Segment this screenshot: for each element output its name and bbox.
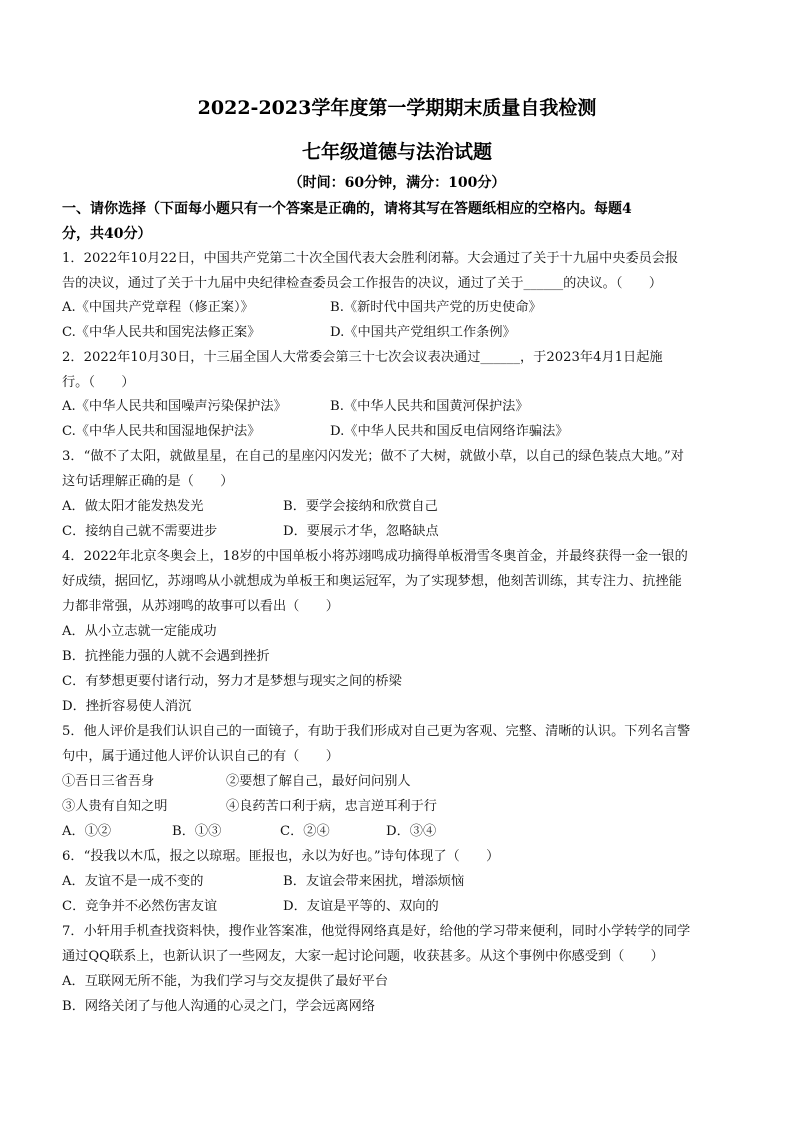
exam-title: 2022-2023学年度第一学期期末质量自我检测 — [197, 97, 597, 119]
question-3-option-c: C．接纳自己就不需要进步 — [62, 524, 218, 539]
exam-subtitle: 七年级道德与法治试题 — [301, 141, 492, 163]
question-5-text: 5．他人评价是我们认识自己的一面镜子，有助于我们形成对自己更为客观、完整、清晰的认识。下列名言警 — [62, 724, 691, 739]
question-7-text-cont: 通过QQ联系上，也新认识了一些网友，大家一起讨论问题，收获甚多。从这个事例中你感受到（ ） — [62, 949, 664, 964]
section-heading-cont: 分，共40分） — [62, 226, 152, 242]
question-2-option-a: A.《中华人民共和国噪声污染保护法》 — [62, 399, 287, 414]
question-4-text: 4．2022年北京冬奥会上，18岁的中国单板小将苏翊鸣成功摘得单板滑雪冬奥首金，并最终获得一金一银的 — [62, 549, 688, 564]
question-5-option-a: A．①② — [62, 824, 112, 839]
question-4-option-d: D．挫折容易使人消沉 — [62, 699, 192, 714]
question-1-option-b: B.《新时代中国共产党的历史使命》 — [330, 300, 542, 315]
question-5-option-b: B．①③ — [172, 824, 222, 839]
question-7-option-b: B．网络关闭了与他人沟通的心灵之门，学会远离网络 — [62, 999, 376, 1014]
question-5-statement-4: ④良药苦口利于病，忠言逆耳利于行 — [226, 799, 437, 814]
question-2-text-cont: 行。（ ） — [62, 375, 135, 390]
question-6-option-b: B．友谊会带来困扰，增添烦恼 — [283, 874, 465, 889]
section-heading: 一、请你选择（下面每小题只有一个答案是正确的，请将其写在答题纸相应的空格内。每题4 — [62, 201, 632, 217]
question-6-option-a: A．友谊不是一成不变的 — [62, 874, 204, 889]
question-3-option-a: A．做太阳才能发热发光 — [62, 499, 204, 514]
question-4-text-cont: 好成绩，据回忆，苏翊鸣从小就想成为单板王和奥运冠军，为了实现梦想，他刻苦训练，其专注力、抗挫能 — [62, 574, 682, 589]
question-4-option-a: A．从小立志就一定能成功 — [62, 624, 217, 639]
question-5-option-c: C．②④ — [280, 824, 330, 839]
question-2-text: 2．2022年10月30日，十三届全国人大常委会第三十七次会议表决通过______，于2023年4月1日起施 — [62, 350, 663, 365]
question-4-option-c: C．有梦想更要付诸行动，努力才是梦想与现实之间的桥梁 — [62, 674, 402, 689]
question-1-option-a: A.《中国共产党章程（修正案）》 — [62, 300, 254, 315]
question-2-option-d: D.《中华人民共和国反电信网络诈骗法》 — [330, 424, 569, 439]
question-7-text: 7．小轩用手机查找资料快，搜作业答案准，他觉得网络真是好，给他的学习带来便利，同时小学转学的同学 — [62, 924, 691, 939]
question-5-statement-3: ③人贵有自知之明 — [62, 799, 168, 814]
question-6-option-c: C．竞争并不必然伤害友谊 — [62, 899, 218, 914]
question-5-statement-2: ②要想了解自己，最好问问别人 — [226, 774, 411, 789]
question-6-text: 6．“投我以木瓜，报之以琼琚。匪报也，永以为好也。”诗句体现了（ ） — [62, 849, 500, 864]
question-3-option-b: B．要学会接纳和欣赏自己 — [283, 499, 438, 514]
question-5-text-cont: 句中，属于通过他人评价认识自己的有（ ） — [62, 749, 339, 764]
question-2-option-c: C.《中华人民共和国湿地保护法》 — [62, 424, 261, 439]
question-3-text-cont: 这句话理解正确的是（ ） — [62, 474, 234, 489]
question-7-option-a: A．互联网无所不能，为我们学习与交友提供了最好平台 — [62, 974, 389, 989]
question-6-option-d: D．友谊是平等的、双向的 — [283, 899, 439, 914]
question-4-text-cont-2: 力都非常强，从苏翊鸣的故事可以看出（ ） — [62, 599, 339, 614]
question-2-option-b: B.《中华人民共和国黄河保护法》 — [330, 399, 529, 414]
question-1-text-cont: 告的决议，通过了关于十九届中央纪律检查委员会工作报告的决议，通过了关于______的决议。（ ） — [62, 276, 663, 291]
question-3-option-d: D．要展示才华，忽略缺点 — [283, 524, 439, 539]
question-4-option-b: B．抗挫能力强的人就不会遇到挫折 — [62, 649, 270, 664]
question-1-text: 1．2022年10月22日，中国共产党第二十次全国代表大会胜利闭幕。大会通过了关于十九届中央委员会报 — [62, 251, 679, 266]
question-3-text: 3．“做不了太阳，就做星星，在自己的星座闪闪发光；做不了大树，就做小草，以自己的绿色装点大地。”对 — [62, 449, 684, 464]
question-5-option-d: D．③④ — [386, 824, 437, 839]
exam-info: （时间：60分钟，满分：100分） — [288, 175, 506, 191]
question-1-option-d: D.《中国共产党组织工作条例》 — [330, 325, 516, 340]
question-1-option-c: C.《中华人民共和国宪法修正案》 — [62, 325, 261, 340]
question-5-statement-1: ①吾日三省吾身 — [62, 774, 155, 789]
